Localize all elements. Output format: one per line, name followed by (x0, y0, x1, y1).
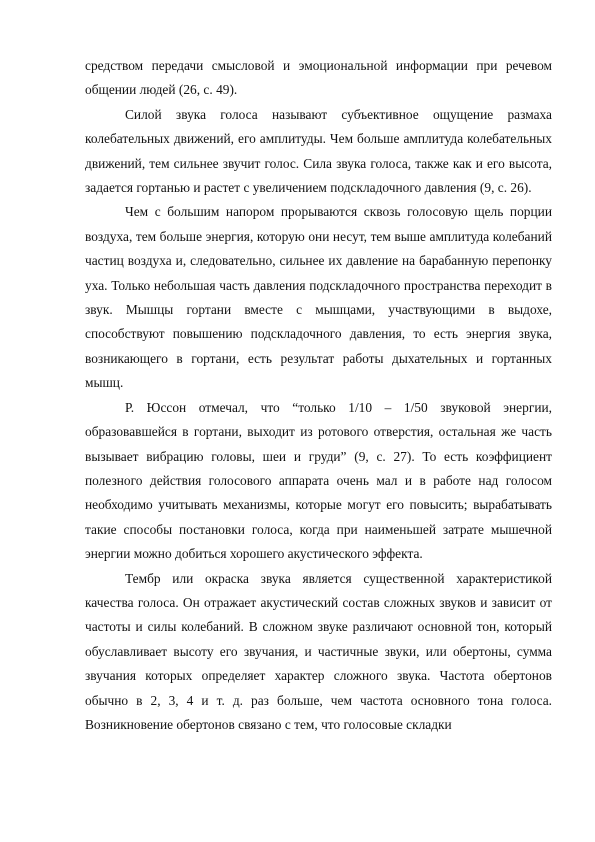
paragraph-5: Тембр или окраска звука является существенной характеристикой качества голоса. Он отражает акустический состав сложных звуков и зависит от частоты и силы колебаний. В сложном звуке различают основной тон, который обуславливает высоту его звучания, и частичные звуки, или обертоны, сумма звучания которых определяет характер сложного звука. Частота обертонов обычно в 2, 3, 4 и т. д. раз больше, чем частота основного тона голоса. Возникновение обертонов связано с тем, что голосовые складки (85, 570, 552, 732)
document-body (85, 54, 552, 737)
paragraph-3: Чем с большим напором прорываются сквозь голосовую щель порции воздуха, тем больше энергия, которую они несут, тем выше амплитуда колебаний частиц воздуха и, следовательно, сильнее их давление на барабанную перепонку уха. Только небольшая часть давления подскладочного пространства переходит в звук. Мышцы гортани вместе с мышцами, участвующими в выдохе, способствуют повышению подскладочного давления, то есть энергия звука, возникающего в гортани, есть результат работы дыхательных и гортанных мышц. (85, 204, 552, 391)
paragraph-1: средством передачи смысловой и эмоциональной информации при речевом общении людей (26, с. 49). (85, 58, 552, 98)
paragraph-2: Силой звука голоса называют субъективное ощущение размаха колебательных движений, его амплитуды. Чем больше амплитуда колебательных движений, тем сильнее звучит голос. Сила звука голоса, также как и его высота, задается гортанью и растет с увеличением подскладочного давления (9, с. 26). (85, 106, 552, 196)
paragraph-4: Р. Юссон отмечал, что “только 1/10 – 1/50 звуковой энергии, образовавшейся в гортани, выходит из ротового отверстия, остальная же часть вызывает вибрацию головы, шеи и груди” (9, с. 27). То есть коэффициент полезного действия голосового аппарата очень мал и в работе над голосом необходимо учитывать механизмы, которые могут его повысить; вырабатывать такие способы постановки голоса, когда при наименьшей затрате мышечной энергии можно добиться хорошего акустического эффекта. (85, 399, 552, 562)
